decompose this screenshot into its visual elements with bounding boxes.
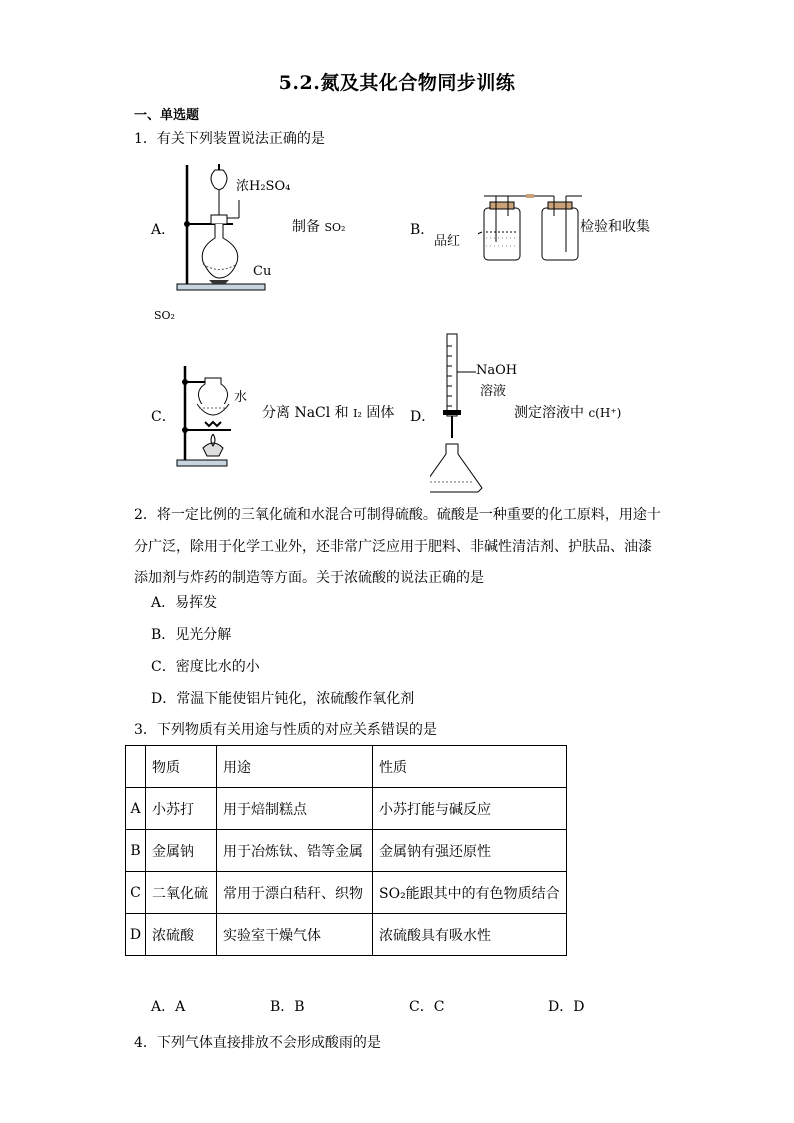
apparatus-b-diagram (478, 186, 588, 264)
table-cell: 用于冶炼钛、锆等金属 (217, 830, 373, 872)
section-heading: 一、单选题 (134, 108, 200, 123)
table-cell: 实验室干燥气体 (217, 914, 373, 956)
q2-option-d: D．常温下能使铝片钝化，浓硫酸作氧化剂 (151, 691, 415, 707)
table-header-row (126, 746, 567, 788)
question-1-stem: 1．有关下列装置说法正确的是 (134, 131, 325, 147)
q1-c-desc: 分离 NaCl 和 I₂ 固体 (262, 405, 395, 421)
q1-a-note: SO₂ (154, 309, 175, 322)
table-cell: 常用于漂白秸秆、织物 (217, 872, 373, 914)
table-cell: 用于焙制糕点 (217, 788, 373, 830)
q1-a-desc: 制备 SO₂ (292, 219, 346, 235)
q3-answer-d: D．D (548, 999, 585, 1015)
label-cu: Cu (253, 264, 272, 279)
label-naoh: NaOH (476, 363, 518, 378)
label-solution: 溶液 (480, 384, 507, 399)
table-row (126, 914, 567, 956)
question-3-stem: 3．下列物质有关用途与性质的对应关系错误的是 (134, 722, 437, 738)
q1-option-d-letter: D． (410, 409, 436, 425)
table-cell: 二氧化硫 (146, 872, 217, 914)
table-cell: SO₂能跟其中的有色物质结合 (373, 872, 567, 914)
table-header-cell (126, 746, 146, 788)
table-cell: 浓硫酸具有吸水性 (373, 914, 567, 956)
label-water: 水 (234, 390, 248, 405)
question-4-stem: 4．下列气体直接排放不会形成酸雨的是 (134, 1035, 381, 1051)
table-cell: 金属钠有强还原性 (373, 830, 567, 872)
table-header-cell: 性质 (373, 746, 567, 788)
q2-option-a: A．易挥发 (151, 595, 218, 611)
table-header-cell: 物质 (146, 746, 217, 788)
q3-answer-c: C．C (409, 999, 445, 1015)
table-cell: 浓硫酸 (146, 914, 217, 956)
table-cell: 小苏打 (146, 788, 217, 830)
apparatus-c-diagram (175, 360, 255, 468)
q1-b-desc: 检验和收集 (580, 219, 650, 235)
label-conc-h2so4: 浓H₂SO₄ (236, 179, 291, 194)
table-cell: A (126, 788, 146, 830)
q2-option-b: B．见光分解 (151, 627, 232, 643)
table-cell: D (126, 914, 146, 956)
page-title: 5.2.氮及其化合物同步训练 (278, 72, 516, 94)
apparatus-d-diagram (430, 332, 490, 496)
table-cell: B (126, 830, 146, 872)
q2-option-c: C．密度比水的小 (151, 659, 260, 675)
q3-answer-a: A．A (151, 999, 186, 1015)
q1-option-a-letter: A． (151, 222, 176, 238)
table-row (126, 872, 567, 914)
table-row (126, 830, 567, 872)
label-pinhong: 品红 (434, 234, 461, 249)
table-row (126, 788, 567, 830)
q1-option-c-letter: C． (151, 409, 176, 425)
q1-d-desc: 测定溶液中 c(H⁺) (514, 405, 622, 421)
table-cell: C (126, 872, 146, 914)
q3-answer-b: B．B (270, 999, 305, 1015)
q1-option-b-letter: B． (410, 222, 435, 238)
table-cell: 小苏打能与碱反应 (373, 788, 567, 830)
table-cell: 金属钠 (146, 830, 217, 872)
question-2-stem: 2．将一定比例的三氧化硫和水混合可制得硫酸。硫酸是一种重要的化工原料，用途十分广泛，除用于化学工业外，还非常广泛应用于肥料、非碱性清洁剂、护肤品、油漆添加剂与炸药的制造等方面。关于浓硫酸的说法正确的是 (134, 507, 661, 586)
table-header-cell: 用途 (217, 746, 373, 788)
q3-table (125, 745, 567, 956)
